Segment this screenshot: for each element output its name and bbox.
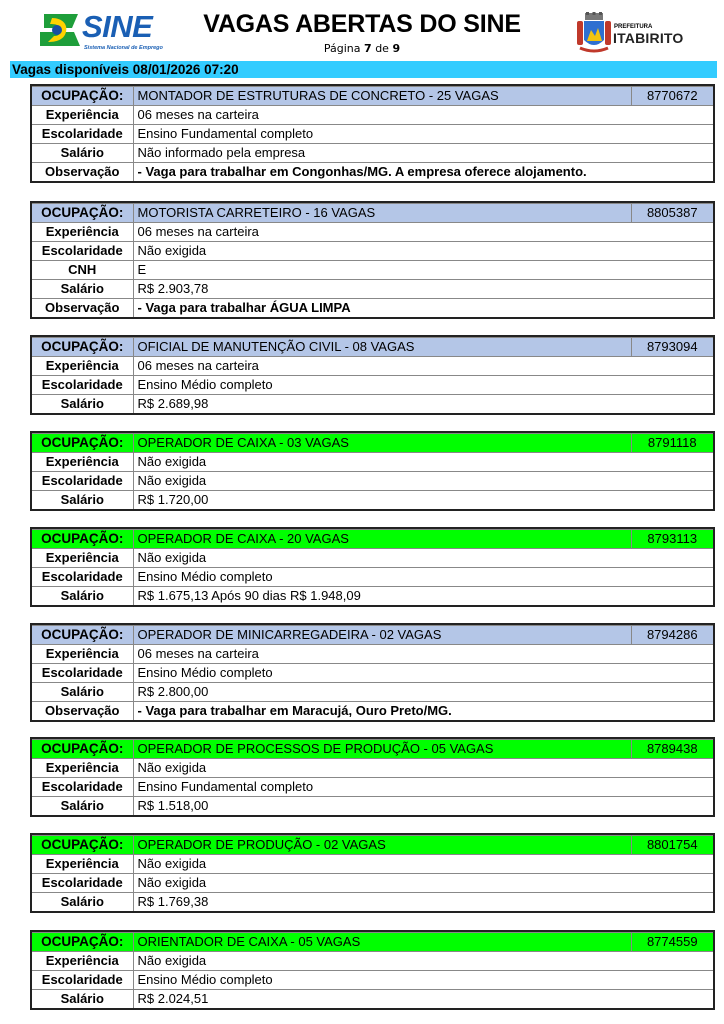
- job-card: [30, 833, 715, 913]
- detail-label: Observação: [32, 299, 133, 318]
- occupation-label: OCUPAÇÃO:: [32, 338, 133, 357]
- job-detail-row: [32, 299, 713, 318]
- job-id: 8774559: [631, 933, 713, 952]
- occupation-title: OFICIAL DE MANUTENÇÃO CIVIL - 08 VAGAS: [133, 338, 631, 357]
- detail-value: - Vaga para trabalhar em Congonhas/MG. A empresa oferece alojamento.: [133, 163, 713, 182]
- detail-label: Experiência: [32, 223, 133, 242]
- job-table: [32, 337, 713, 413]
- detail-label: Experiência: [32, 453, 133, 472]
- detail-label: Escolaridade: [32, 778, 133, 797]
- detail-label: Experiência: [32, 759, 133, 778]
- detail-label: Experiência: [32, 855, 133, 874]
- detail-value: R$ 2.024,51: [133, 990, 713, 1009]
- job-table: [32, 86, 713, 181]
- job-table: [32, 739, 713, 815]
- detail-label: Escolaridade: [32, 472, 133, 491]
- job-header-row: [32, 204, 713, 223]
- occupation-title: ORIENTADOR DE CAIXA - 05 VAGAS: [133, 933, 631, 952]
- detail-label: Experiência: [32, 645, 133, 664]
- job-detail-row: [32, 568, 713, 587]
- job-detail-row: [32, 971, 713, 990]
- job-header-row: [32, 836, 713, 855]
- itabirito-logo: [576, 12, 696, 54]
- detail-value: 06 meses na carteira: [133, 223, 713, 242]
- job-detail-row: [32, 280, 713, 299]
- detail-label: Salário: [32, 144, 133, 163]
- detail-label: Escolaridade: [32, 242, 133, 261]
- job-header-row: [32, 434, 713, 453]
- occupation-title: MONTADOR DE ESTRUTURAS DE CONCRETO - 25 VAGAS: [133, 87, 631, 106]
- job-table: [32, 932, 713, 1008]
- job-id: 8791118: [631, 434, 713, 453]
- detail-label: Escolaridade: [32, 125, 133, 144]
- job-id: 8770672: [631, 87, 713, 106]
- occupation-label: OCUPAÇÃO:: [32, 933, 133, 952]
- detail-value: Não exigida: [133, 759, 713, 778]
- job-detail-row: [32, 144, 713, 163]
- job-table: [32, 433, 713, 509]
- page-indicator: [202, 42, 522, 55]
- occupation-label: OCUPAÇÃO:: [32, 626, 133, 645]
- brazil-flag-icon: [38, 12, 82, 48]
- detail-value: 06 meses na carteira: [133, 106, 713, 125]
- job-detail-row: [32, 376, 713, 395]
- job-detail-row: [32, 163, 713, 182]
- detail-value: 06 meses na carteira: [133, 357, 713, 376]
- job-card: [30, 201, 715, 319]
- detail-label: Escolaridade: [32, 376, 133, 395]
- detail-label: Salário: [32, 990, 133, 1009]
- occupation-title: OPERADOR DE MINICARREGADEIRA - 02 VAGAS: [133, 626, 631, 645]
- detail-label: Salário: [32, 797, 133, 816]
- detail-value: Não exigida: [133, 874, 713, 893]
- job-card: [30, 335, 715, 415]
- job-detail-row: [32, 990, 713, 1009]
- occupation-label: OCUPAÇÃO:: [32, 434, 133, 453]
- detail-label: Escolaridade: [32, 664, 133, 683]
- occupation-title: OPERADOR DE PROCESSOS DE PRODUÇÃO - 05 VAGAS: [133, 740, 631, 759]
- page-current: 7: [364, 42, 372, 55]
- detail-value: 06 meses na carteira: [133, 645, 713, 664]
- job-id: 8794286: [631, 626, 713, 645]
- job-header-row: [32, 338, 713, 357]
- job-detail-row: [32, 664, 713, 683]
- detail-value: Ensino Médio completo: [133, 971, 713, 990]
- job-id: 8793113: [631, 530, 713, 549]
- occupation-label: OCUPAÇÃO:: [32, 740, 133, 759]
- job-id: 8789438: [631, 740, 713, 759]
- detail-value: R$ 1.769,38: [133, 893, 713, 912]
- job-detail-row: [32, 952, 713, 971]
- job-id: 8793094: [631, 338, 713, 357]
- page-header: [0, 0, 724, 60]
- job-detail-row: [32, 778, 713, 797]
- job-detail-row: [32, 395, 713, 414]
- detail-label: Salário: [32, 683, 133, 702]
- page-separator: de: [375, 42, 389, 55]
- detail-value: Não exigida: [133, 242, 713, 261]
- job-card: [30, 431, 715, 511]
- detail-value: - Vaga para trabalhar em Maracujá, Ouro Preto/MG.: [133, 702, 713, 721]
- detail-value: Não exigida: [133, 453, 713, 472]
- detail-value: Ensino Médio completo: [133, 664, 713, 683]
- detail-value: - Vaga para trabalhar ÁGUA LIMPA: [133, 299, 713, 318]
- itabirito-name: ITABIRITO: [613, 30, 684, 46]
- occupation-label: OCUPAÇÃO:: [32, 836, 133, 855]
- city-coat-of-arms-icon: [576, 12, 612, 54]
- detail-label: Observação: [32, 702, 133, 721]
- job-header-row: [32, 87, 713, 106]
- page-title: VAGAS ABERTAS DO SINE: [203, 10, 521, 38]
- job-table: [32, 625, 713, 720]
- availability-banner: [10, 61, 717, 78]
- detail-label: Salário: [32, 491, 133, 510]
- job-header-row: [32, 530, 713, 549]
- job-card: [30, 623, 715, 722]
- job-card: [30, 84, 715, 183]
- occupation-title: OPERADOR DE CAIXA - 20 VAGAS: [133, 530, 631, 549]
- occupation-label: OCUPAÇÃO:: [32, 530, 133, 549]
- occupation-title: OPERADOR DE PRODUÇÃO - 02 VAGAS: [133, 836, 631, 855]
- occupation-label: OCUPAÇÃO:: [32, 87, 133, 106]
- job-card: [30, 930, 715, 1010]
- job-detail-row: [32, 645, 713, 664]
- occupation-title: MOTORISTA CARRETEIRO - 16 VAGAS: [133, 204, 631, 223]
- detail-label: Salário: [32, 280, 133, 299]
- sine-logo: [38, 9, 163, 54]
- detail-label: Experiência: [32, 952, 133, 971]
- detail-value: R$ 1.675,13 Após 90 dias R$ 1.948,09: [133, 587, 713, 606]
- detail-label: Experiência: [32, 357, 133, 376]
- detail-value: R$ 2.800,00: [133, 683, 713, 702]
- job-detail-row: [32, 855, 713, 874]
- detail-value: Ensino Médio completo: [133, 568, 713, 587]
- job-detail-row: [32, 357, 713, 376]
- detail-value: Não informado pela empresa: [133, 144, 713, 163]
- detail-label: Salário: [32, 587, 133, 606]
- detail-value: R$ 2.689,98: [133, 395, 713, 414]
- detail-value: Não exigida: [133, 952, 713, 971]
- job-detail-row: [32, 683, 713, 702]
- job-table: [32, 203, 713, 317]
- job-table: [32, 835, 713, 911]
- job-detail-row: [32, 261, 713, 280]
- availability-banner-text: Vagas disponíveis 08/01/2026 07:20: [12, 62, 239, 77]
- detail-value: R$ 2.903,78: [133, 280, 713, 299]
- job-card: [30, 527, 715, 607]
- job-detail-row: [32, 759, 713, 778]
- detail-label: Observação: [32, 163, 133, 182]
- job-header-row: [32, 740, 713, 759]
- detail-value: Não exigida: [133, 549, 713, 568]
- detail-label: Escolaridade: [32, 568, 133, 587]
- occupation-label: OCUPAÇÃO:: [32, 204, 133, 223]
- detail-label: Experiência: [32, 106, 133, 125]
- detail-label: Salário: [32, 893, 133, 912]
- job-detail-row: [32, 702, 713, 721]
- detail-label: Escolaridade: [32, 971, 133, 990]
- job-card: [30, 737, 715, 817]
- detail-value: R$ 1.720,00: [133, 491, 713, 510]
- detail-value: Não exigida: [133, 472, 713, 491]
- detail-value: Ensino Fundamental completo: [133, 778, 713, 797]
- detail-value: Ensino Fundamental completo: [133, 125, 713, 144]
- detail-value: R$ 1.518,00: [133, 797, 713, 816]
- detail-value: Não exigida: [133, 855, 713, 874]
- job-detail-row: [32, 223, 713, 242]
- job-detail-row: [32, 874, 713, 893]
- job-table: [32, 529, 713, 605]
- job-detail-row: [32, 893, 713, 912]
- page-total: 9: [392, 42, 401, 55]
- job-header-row: [32, 626, 713, 645]
- detail-label: Escolaridade: [32, 874, 133, 893]
- sine-logo-text: SINE: [82, 9, 153, 44]
- detail-label: Experiência: [32, 549, 133, 568]
- job-id: 8801754: [631, 836, 713, 855]
- job-detail-row: [32, 587, 713, 606]
- detail-label: Salário: [32, 395, 133, 414]
- job-id: 8805387: [631, 204, 713, 223]
- job-detail-row: [32, 549, 713, 568]
- itabirito-prefix: PREFEITURA: [614, 24, 653, 30]
- detail-label: CNH: [32, 261, 133, 280]
- job-detail-row: [32, 242, 713, 261]
- sine-logo-subtitle: Sistema Nacional de Emprego: [84, 45, 163, 51]
- job-detail-row: [32, 453, 713, 472]
- detail-value: E: [133, 261, 713, 280]
- job-header-row: [32, 933, 713, 952]
- occupation-title: OPERADOR DE CAIXA - 03 VAGAS: [133, 434, 631, 453]
- job-detail-row: [32, 106, 713, 125]
- job-detail-row: [32, 491, 713, 510]
- page-prefix: Página: [323, 42, 361, 55]
- job-detail-row: [32, 797, 713, 816]
- detail-value: Ensino Médio completo: [133, 376, 713, 395]
- job-detail-row: [32, 125, 713, 144]
- job-detail-row: [32, 472, 713, 491]
